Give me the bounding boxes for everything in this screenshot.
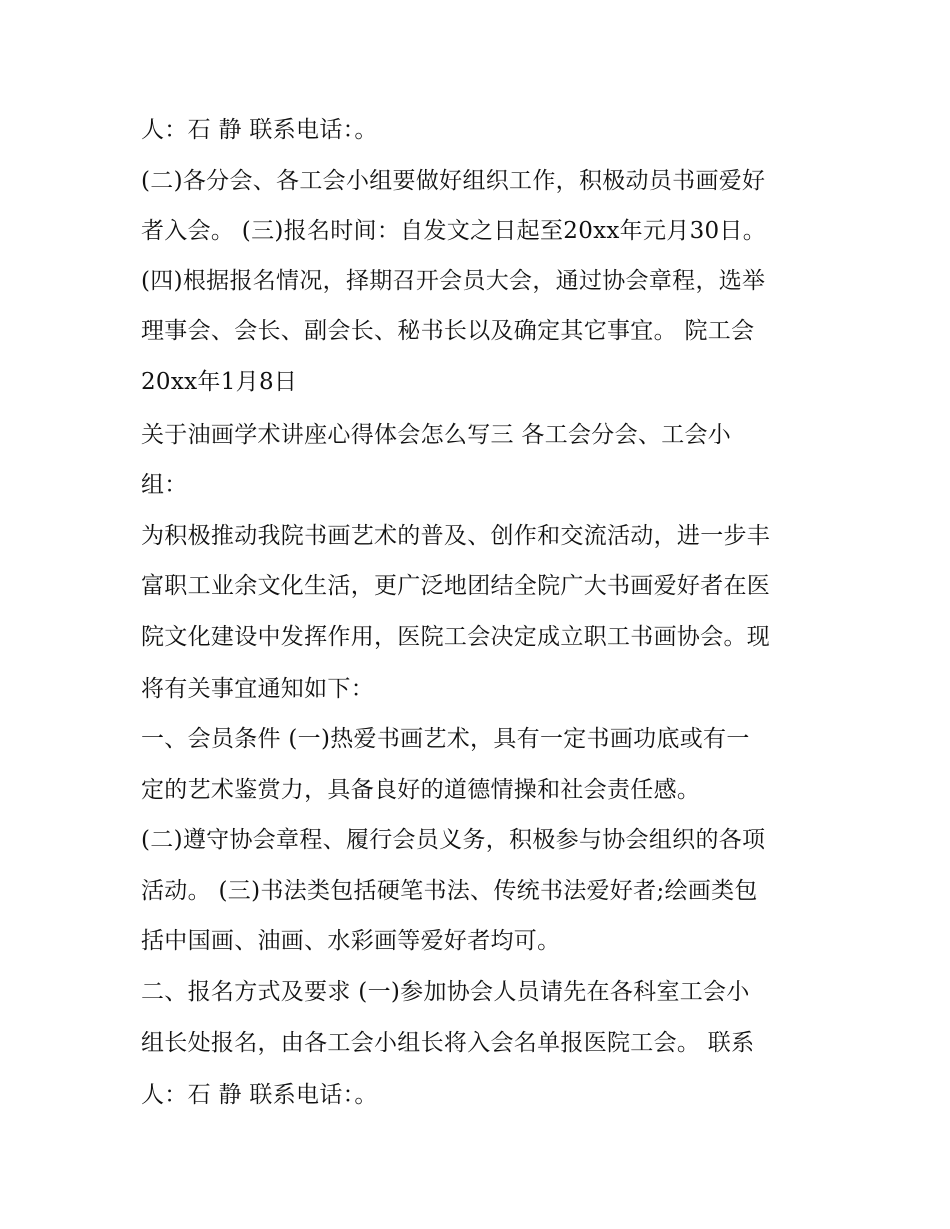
text-line: 将有关事宜通知如下： bbox=[141, 676, 374, 702]
text-line: 人：石 静 联系电话：。 bbox=[141, 117, 378, 143]
text-line: 院文化建设中发挥作用，医院工会决定成立职工书画协会。现 bbox=[141, 624, 771, 650]
text-line: (二)遵守协会章程、履行会员义务，积极参与协会组织的各项 bbox=[141, 827, 766, 853]
text-line: 组： bbox=[141, 472, 188, 498]
text-line: 20xx年1月8日 bbox=[141, 369, 298, 395]
text-line: 活动。 (三)书法类包括硬笔书法、传统书法爱好者;绘画类包 bbox=[141, 878, 758, 904]
text-line: 理事会、会长、副会长、秘书长以及确定其它事宜。 院工会 bbox=[141, 318, 755, 344]
text-line: 者入会。 (三)报名时间：自发文之日起至20xx年元月30日。 bbox=[141, 218, 767, 244]
text-line: (四)根据报名情况，择期召开会员大会，通过协会章程，选举 bbox=[141, 268, 766, 294]
text-line: 关于油画学术讲座心得体会怎么写三 各工会分会、工会小 bbox=[141, 422, 732, 448]
text-line: 组长处报名，由各工会小组长将入会名单报医院工会。 联系 bbox=[141, 1030, 755, 1056]
text-line: 括中国画、油画、水彩画等爱好者均可。 bbox=[141, 928, 561, 954]
text-line: (二)各分会、各工会小组要做好组织工作，积极动员书画爱好 bbox=[141, 168, 766, 194]
text-line: 人：石 静 联系电话：。 bbox=[141, 1082, 378, 1108]
text-line: 一、会员条件 (一)热爱书画艺术，具有一定书画功底或有一 bbox=[141, 726, 750, 752]
text-line: 富职工业余文化生活，更广泛地团结全院广大书画爱好者在医 bbox=[141, 573, 771, 599]
text-line: 定的艺术鉴赏力，具备良好的道德情操和社会责任感。 bbox=[141, 777, 701, 803]
text-line: 为积极推动我院书画艺术的普及、创作和交流活动，进一步丰 bbox=[141, 523, 771, 549]
text-line: 二、报名方式及要求 (一)参加协会人员请先在各科室工会小 bbox=[141, 979, 750, 1005]
